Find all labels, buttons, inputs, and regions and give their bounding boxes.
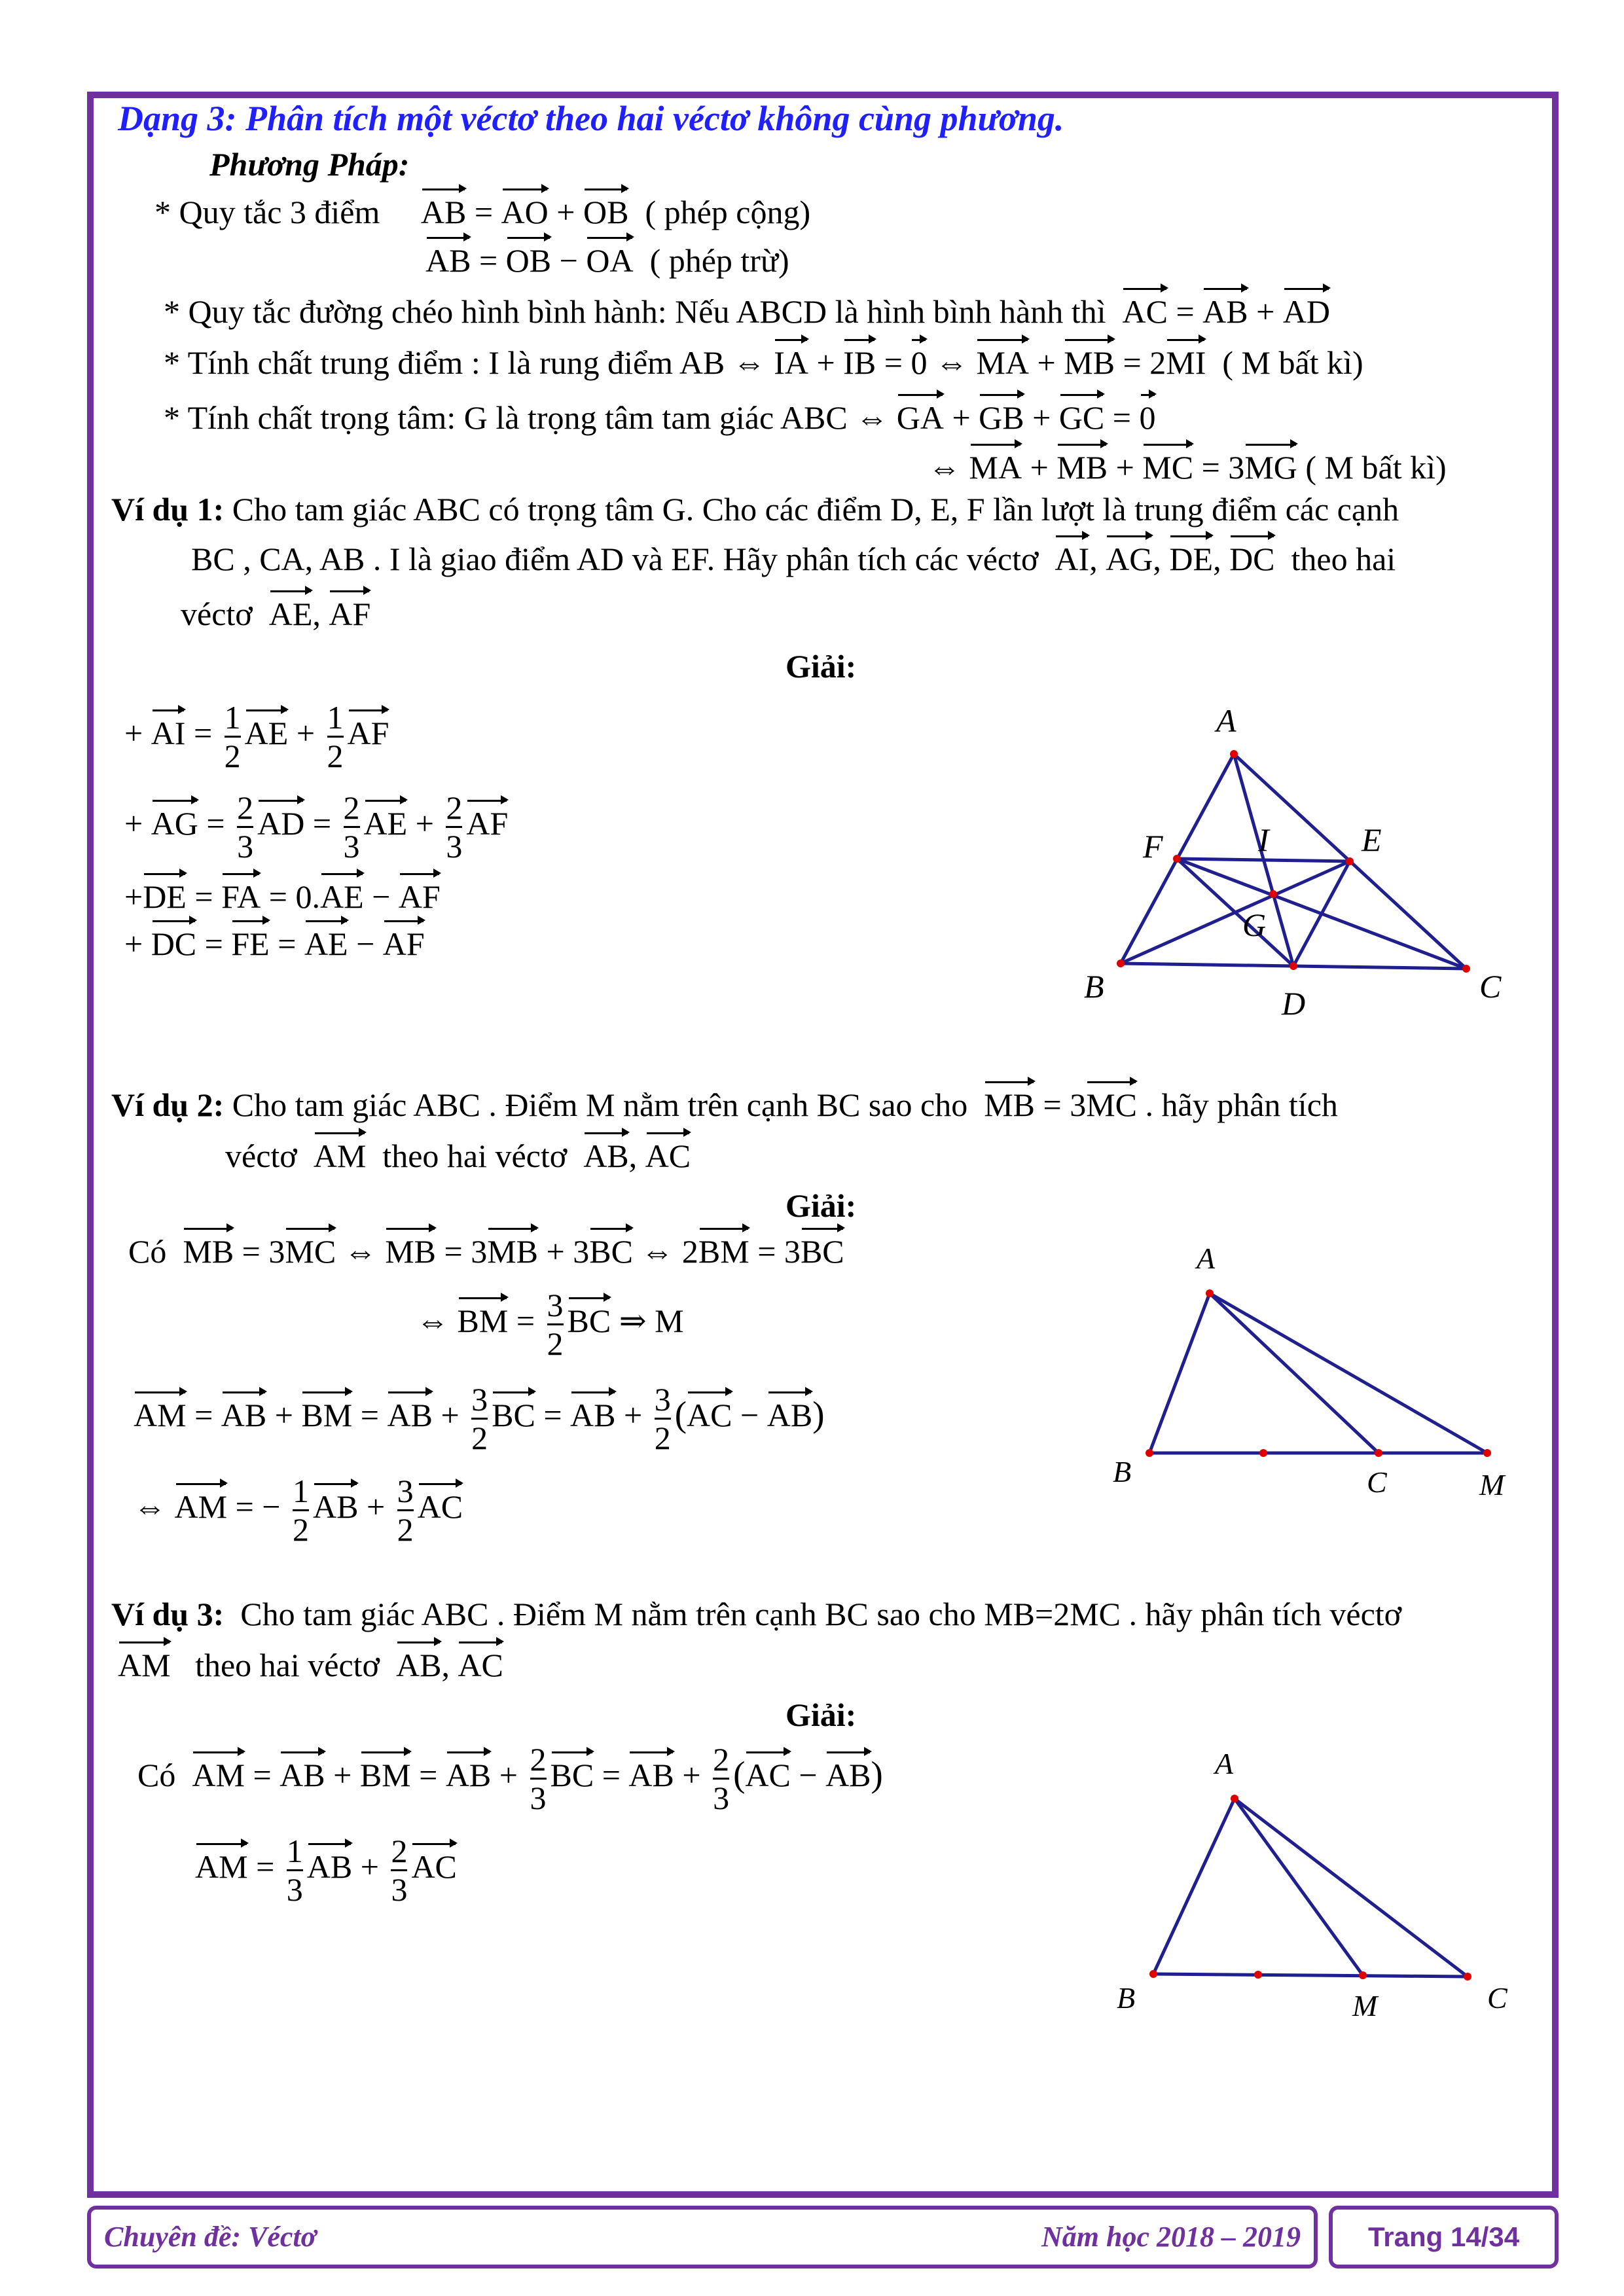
ex1-statement-line3: véctơ AE, AF [181,596,371,632]
ex2-solution-heading: Giải: [785,1187,857,1224]
rule-centroid: * Tính chất trọng tâm: G là trọng tâm tam giác ABC ⇔ GA + GB + GC = 0 [164,399,1156,436]
segment-fd [1177,859,1293,966]
method-heading: Phương Pháp: [209,146,410,183]
ex2-statement-line1: Ví dụ 2: Cho tam giác ABC . Điểm M nằm trên cạnh BC sao cho MB = 3MC . hãy phân tích [111,1086,1338,1123]
ex3-result: AM = $\frac{1}{3}$ AB + $\frac{2}{3}$ AC [195,1833,457,1908]
ex1-solution-heading: Giải: [785,648,857,685]
label-c: C [1487,1981,1507,2015]
page-number: Trang 14/34 [1367,2221,1520,2252]
label-a: A [1216,702,1236,739]
label-a: A [1215,1747,1234,1780]
label-a: A [1197,1242,1216,1275]
label-f: F [1143,828,1163,865]
segment-fe [1177,859,1350,861]
rule-centroid-any-point: ⇔ MA + MB + MC = 3MG ( M bất kì) [928,449,1447,486]
section-title: Dạng 3: Phân tích một véctơ theo hai véctơ không cùng phương. [118,99,1064,138]
ex1-step-de: +DE = FA = 0.AE − AF [124,878,441,915]
label-m: M [1479,1468,1505,1501]
label-d: D [1282,985,1306,1022]
ex2-result: ⇔ AM = − $\frac{1}{2}$ AB + $\frac{3}{2}$ AC [134,1473,463,1548]
ex1-step-ag: + AG = $\frac{2}{3}$ AD = $\frac{2}{3}$ AE + $\frac{2}{3}$ AF [124,789,509,865]
ex1-step-dc: + DC = FE = AE − AF [124,925,425,962]
footer-topic-box [87,2206,1318,2269]
ex2-triangle-figure [1087,1230,1558,1512]
label-e: E [1362,821,1382,858]
side-ab [1153,1799,1235,1974]
ex3-triangle-figure [1087,1734,1558,2022]
ex2-statement-line2: véctơ AM theo hai véctơ AB, AC [225,1138,691,1174]
rule-parallelogram: * Quy tắc đường chéo hình bình hành: Nếu ABCD là hình bình hành thì AC = AB + AD [164,293,1331,330]
label-b: B [1113,1455,1132,1488]
ex2-step1: Có MB = 3MC ⇔ MB = 3MB + 3BC ⇔ 2BM = 3BC [128,1233,844,1270]
ex1-statement-line2: BC , CA, AB . I là giao điểm AD và EF. Hãy phân tích các véctơ AI, AG, DE, DC theo hai [191,541,1396,577]
side-ac [1235,1799,1468,1977]
segment-am [1235,1799,1363,1975]
side-ab [1149,1293,1210,1453]
segment-am [1210,1293,1487,1453]
label-c: C [1479,968,1502,1005]
ex2-step3: AM = AB + BM = AB + $\frac{3}{2}$ BC = AB + $\frac{3}{2}$ (AC − AB) [134,1381,825,1456]
footer-topic: Chuyên đề: Véctơ [104,2221,317,2253]
footer-page-box [1329,2206,1559,2269]
label-c: C [1367,1465,1387,1499]
rule-midpoint: * Tính chất trung điểm : I là rung điểm AB ⇔ IA + IB = 0 ⇔ MA + MB = 2MI ( M bất kì) [164,344,1363,381]
label-g: G [1242,906,1267,943]
rule-subtract: AB = OB − OA ( phép trừ) [425,242,789,279]
ex2-step2: ⇔ BM = $\frac{3}{2}$ BC ⇒ M [416,1287,684,1362]
side-bc [1153,1974,1468,1977]
label-b: B [1117,1981,1136,2015]
segment-ed [1293,861,1350,966]
ex1-statement-line1: Ví dụ 1: Cho tam giác ABC có trọng tâm G. Cho các điểm D, E, F lần lượt là trung điểm các cạnh [111,491,1399,528]
ex3-solution-heading: Giải: [785,1696,857,1733]
label-m: M [1352,1989,1378,2022]
footer-year: Năm học 2018 – 2019 [1041,2221,1301,2253]
ex3-step1: Có AM = AB + BM = AB + $\frac{2}{3}$ BC = AB + $\frac{2}{3}$ (AC − AB) [137,1741,883,1816]
rule-three-point: * Quy tắc 3 điểm AB = AO + OB ( phép cộng) [154,194,811,230]
ex3-statement-line2: AM theo hai véctơ AB, AC [118,1647,503,1683]
ex3-statement-line1: Ví dụ 3: Cho tam giác ABC . Điểm M nằm trên cạnh BC sao cho MB=2MC . hãy phân tích véctơ [111,1596,1402,1632]
label-b: B [1084,968,1104,1005]
label-i: I [1258,821,1269,858]
ex1-triangle-figure [1074,694,1558,1028]
ex1-step-ai: + AI = $\frac{1}{2}$ AE + $\frac{1}{2}$ AF [124,699,389,774]
segment-ac [1210,1293,1379,1453]
